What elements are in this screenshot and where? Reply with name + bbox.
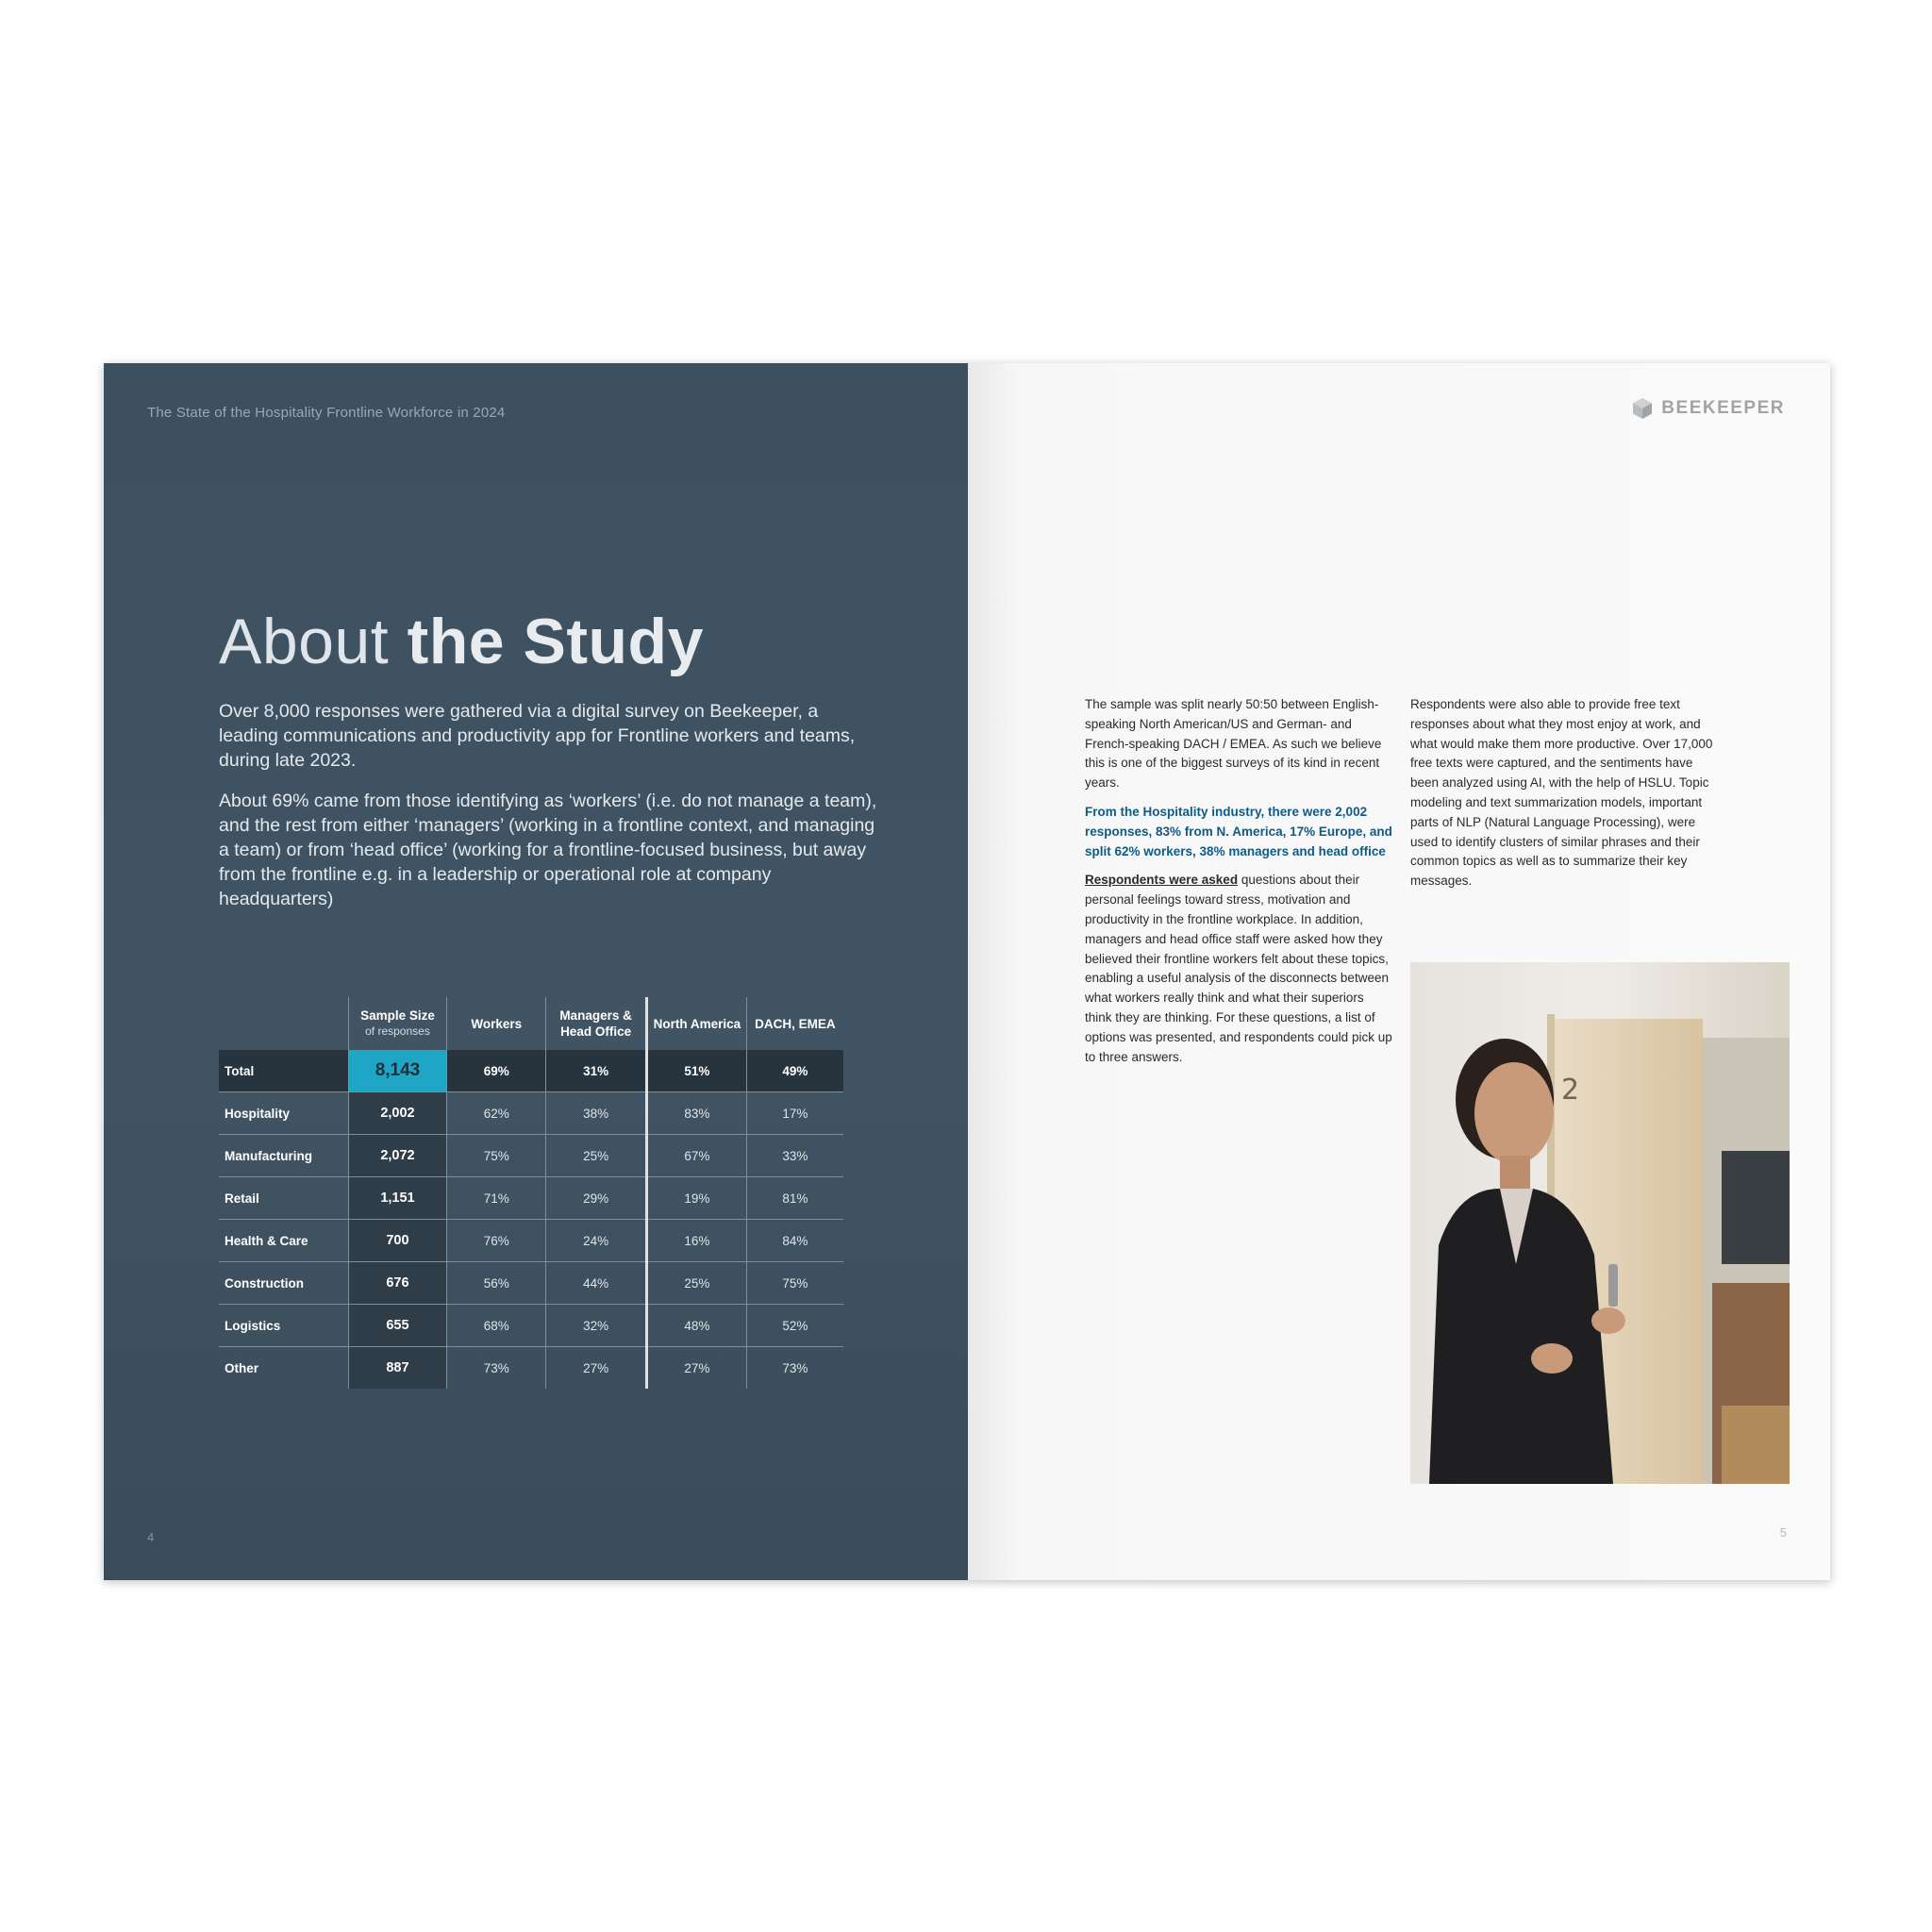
table-row — [219, 1305, 843, 1347]
page-number-right: 5 — [1779, 1525, 1787, 1540]
workers-cell: 73% — [447, 1347, 546, 1390]
header-managers: Managers & Head Office — [546, 997, 647, 1050]
north-america-cell: 48% — [647, 1305, 747, 1347]
logo-text: BEEKEEPER — [1661, 398, 1785, 418]
dach-cell: 49% — [746, 1050, 843, 1092]
workers-cell: 56% — [447, 1262, 546, 1305]
column1-paragraph-3 — [1085, 871, 1392, 1067]
row-label: Total — [219, 1050, 348, 1092]
intro-text — [219, 699, 879, 927]
sample-cell: 655 — [348, 1305, 447, 1347]
text-column-2 — [1410, 695, 1724, 901]
header-sample-size-sub: of responses — [365, 1024, 430, 1038]
row-label: Construction — [219, 1262, 348, 1305]
sample-cell: 1,151 — [348, 1177, 447, 1220]
table-row — [219, 1220, 843, 1262]
table-row — [219, 1347, 843, 1390]
row-label: Other — [225, 1360, 259, 1375]
column1-paragraph-1: The sample was split nearly 50:50 between English-speaking North American/US and German- and French-speaking DACH / EMEA. As such we believe this is one of the biggest surveys of its kind in recent years. — [1085, 697, 1382, 791]
table-header-row — [219, 997, 843, 1050]
row-label: Logistics — [219, 1305, 348, 1347]
sample-cell: 676 — [348, 1262, 447, 1305]
managers-cell: 31% — [546, 1050, 647, 1092]
left-page — [104, 363, 968, 1580]
dach-cell: 75% — [746, 1262, 843, 1305]
page-title — [219, 605, 704, 678]
intro-paragraph-1: Over 8,000 responses were gathered via a digital survey on Beekeeper, a leading communications and productivity app for Frontline workers and teams, during late 2023. — [219, 701, 856, 771]
managers-cell: 25% — [546, 1135, 647, 1177]
column1-paragraph-3-rest: questions about their personal feelings toward stress, motivation and productivity in the frontline workplace. In addition, managers and head office staff were asked how they believed their frontline workers felt about these topics, enabling a useful analysis of the disconnects between what workers really think and what their superiors think they are thinking. For these questions, a list of options was presented, and respondents could pick up to three answers. — [1085, 873, 1392, 1064]
brochure-spread — [104, 363, 1830, 1580]
managers-cell: 27% — [546, 1347, 647, 1390]
hexagon-logo-icon — [1631, 397, 1654, 420]
north-america-cell: 25% — [647, 1262, 747, 1305]
row-label: Manufacturing — [219, 1135, 348, 1177]
text-column-1 — [1085, 695, 1392, 1076]
running-header: The State of the Hospitality Frontline Workforce in 2024 — [147, 405, 506, 421]
dach-cell: 84% — [746, 1220, 843, 1262]
managers-cell: 44% — [546, 1262, 647, 1305]
managers-cell: 29% — [546, 1177, 647, 1220]
workers-cell: 76% — [447, 1220, 546, 1262]
header-workers: Workers — [447, 997, 546, 1050]
beekeeper-logo — [1631, 397, 1785, 420]
table-row — [219, 1135, 843, 1177]
workers-cell: 69% — [447, 1050, 546, 1092]
respondents-asked-label: Respondents were asked — [1085, 873, 1239, 888]
workers-cell: 68% — [447, 1305, 546, 1347]
sample-cell: 8,143 — [348, 1050, 447, 1092]
north-america-cell: 27% — [647, 1347, 747, 1390]
sample-cell: 700 — [348, 1220, 447, 1262]
dach-cell: 17% — [746, 1092, 843, 1135]
north-america-cell: 51% — [647, 1050, 747, 1092]
row-label: Hospitality — [219, 1092, 348, 1135]
table-row — [219, 1050, 843, 1092]
hospitality-highlight: From the Hospitality industry, there were 2,002 responses, 83% from N. America, 17% Europe, and split 62% workers, 38% managers and head office — [1085, 804, 1392, 858]
sample-cell: 887 — [348, 1347, 447, 1390]
header-sample-size — [348, 997, 447, 1050]
workers-cell: 71% — [447, 1177, 546, 1220]
intro-paragraph-2: About 69% came from those identifying as ‘workers’ (i.e. do not manage a team), and the rest from either ‘managers’ (working in a frontline context, and managing a team) or from ‘head office’ (working for a frontline-focused business, but away from the frontline e.g. in a leadership or operational role at company headquarters) — [219, 791, 877, 909]
table-row — [219, 1262, 843, 1305]
north-america-cell: 16% — [647, 1220, 747, 1262]
dach-cell: 33% — [746, 1135, 843, 1177]
header-sample-size-label: Sample Size — [360, 1008, 435, 1023]
workers-cell: 62% — [447, 1092, 546, 1135]
dach-cell: 52% — [746, 1305, 843, 1347]
table-row — [219, 1092, 843, 1135]
table-row — [219, 1177, 843, 1220]
header-blank — [219, 997, 348, 1050]
sample-cell: 2,072 — [348, 1135, 447, 1177]
row-label: Health & Care — [219, 1220, 348, 1262]
managers-cell: 38% — [546, 1092, 647, 1135]
right-page — [968, 363, 1830, 1580]
svg-text:2: 2 — [1561, 1074, 1580, 1107]
hotel-staff-photo — [1410, 962, 1790, 1484]
workers-cell: 75% — [447, 1135, 546, 1177]
study-sample-table — [219, 997, 843, 1389]
north-america-cell: 83% — [647, 1092, 747, 1135]
title-bold: the Study — [407, 606, 704, 677]
managers-cell: 32% — [546, 1305, 647, 1347]
dach-cell: 73% — [746, 1347, 843, 1390]
north-america-cell: 67% — [647, 1135, 747, 1177]
sample-cell: 2,002 — [348, 1092, 447, 1135]
title-light: About — [219, 606, 390, 677]
page-number-left: 4 — [147, 1530, 155, 1544]
row-label: Retail — [219, 1177, 348, 1220]
managers-cell: 24% — [546, 1220, 647, 1262]
header-dach: DACH, EMEA — [746, 997, 843, 1050]
column2-paragraph-1: Respondents were also able to provide free text responses about what they most enjoy at work, and what would make them more productive. Over 17,000 free texts were captured, and the sentiments have been analyzed using AI, with the help of HSLU. Topic modeling and text summarization models, important parts of NLP (Natural Language Processing), were used to identify clusters of similar phrases and their common topics as well as to summarize their key messages. — [1410, 697, 1713, 889]
north-america-cell: 19% — [647, 1177, 747, 1220]
hotel-staff-photo-icon — [1410, 962, 1790, 1484]
dach-cell: 81% — [746, 1177, 843, 1220]
header-north-america: North America — [647, 997, 747, 1050]
